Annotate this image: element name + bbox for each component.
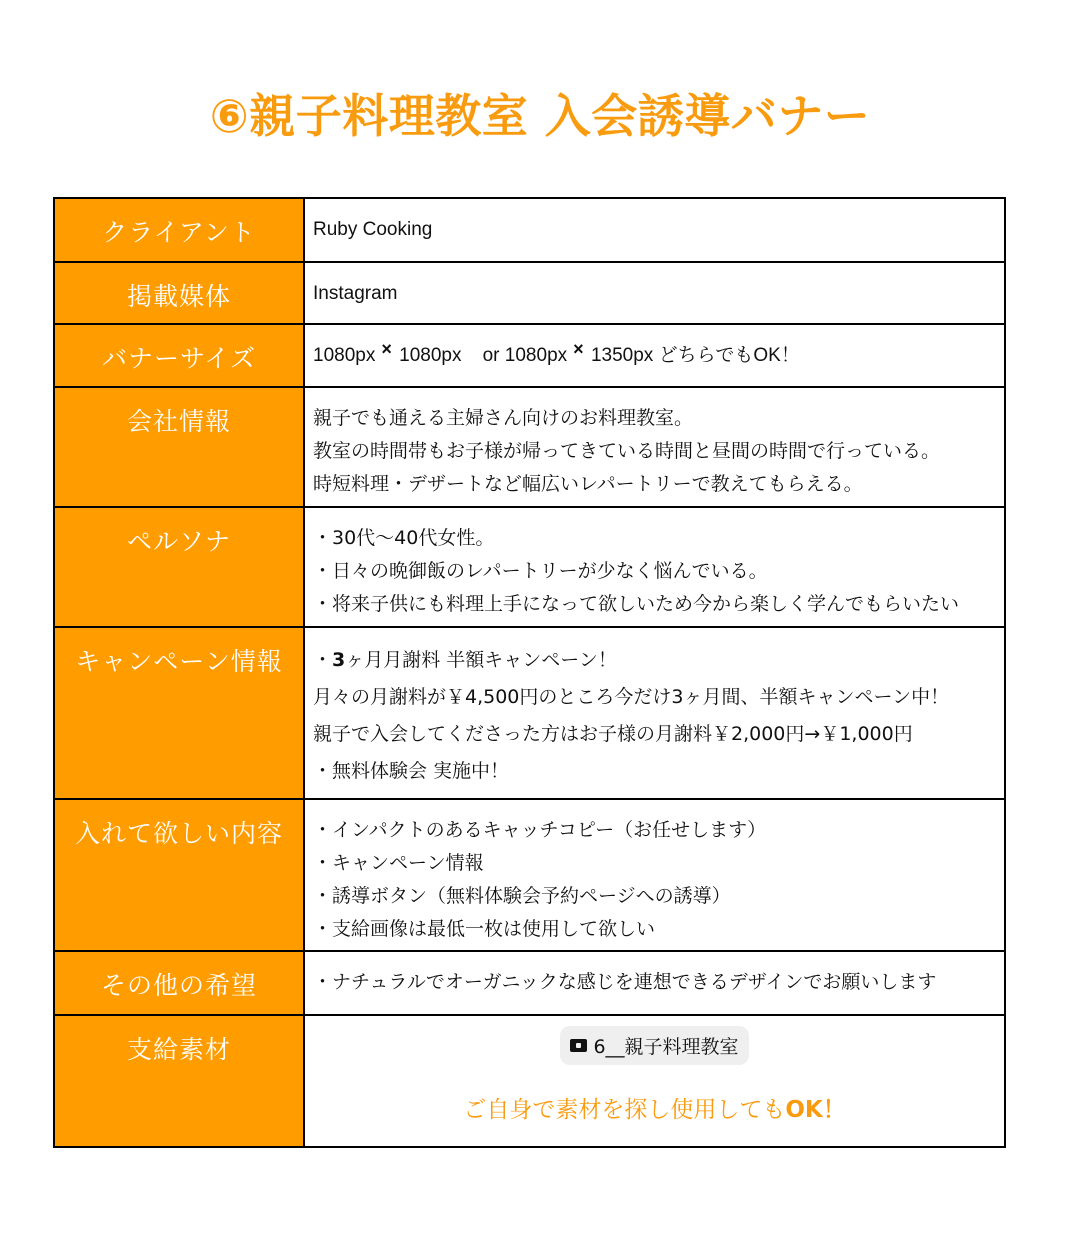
row-company	[55, 388, 1006, 508]
campaign-line: 月々の月謝料が￥4,500円のところ今だけ3ヶ月間、半額キャンペーン中！	[313, 686, 950, 708]
row-value-other	[305, 952, 1006, 1014]
campaign-line	[313, 642, 1004, 679]
campaign-months: 3	[332, 649, 346, 671]
row-size	[55, 325, 1006, 388]
row-label-size: バナーサイズ	[55, 325, 305, 386]
size-text	[313, 339, 1004, 372]
page-title: ⑥親子料理教室 入会誘導バナー	[209, 89, 871, 143]
company-line: 教室の時間帯もお子様が帰ってきている時間と昼間の時間で行っている。	[313, 440, 941, 462]
row-other	[55, 952, 1006, 1016]
content-line: ・誘導ボタン（無料体験会予約ページへの誘導）	[313, 885, 731, 907]
row-label-materials: 支給素材	[55, 1016, 305, 1146]
size-part-3: 1080px	[504, 345, 568, 366]
row-value-client	[305, 199, 1006, 261]
materials-note-ok: OK！	[785, 1097, 846, 1123]
bullet: ・	[313, 649, 333, 671]
size-or: or	[482, 345, 500, 366]
campaign-line: ・無料体験会 実施中！	[313, 760, 510, 782]
size-part-2: 1080px	[399, 345, 462, 366]
row-campaign	[55, 628, 1006, 800]
row-value-persona	[305, 508, 1006, 626]
folder-name: 6__親子料理教室	[593, 1036, 739, 1058]
content-line: ・インパクトのあるキャッチコピー（お任せします）	[313, 819, 767, 841]
row-value-company	[305, 388, 1006, 506]
company-line: 親子でも通える主婦さん向けのお料理教室。	[313, 407, 694, 429]
times-mark: ×	[573, 339, 584, 359]
company-line: 時短料理・デザートなど幅広いレパートリーで教えてもらえる。	[313, 473, 863, 495]
row-label-content: 入れて欲しい内容	[55, 800, 305, 950]
row-value-size	[305, 325, 1006, 386]
material-folder-link[interactable]	[560, 1026, 748, 1065]
row-label-client: クライアント	[55, 199, 305, 261]
row-value-materials	[305, 1016, 1006, 1146]
client-name: Ruby Cooking	[313, 219, 433, 240]
content-line: ・キャンペーン情報	[313, 852, 484, 874]
other-line: ・ナチュラルでオーガニックな感じを連想できるデザインでお願いします	[313, 971, 937, 993]
row-media	[55, 263, 1006, 325]
persona-line: ・30代〜40代女性。	[313, 527, 495, 549]
row-materials	[55, 1016, 1006, 1148]
media-name: Instagram	[313, 283, 398, 304]
row-value-media	[305, 263, 1006, 323]
row-label-persona: ペルソナ	[55, 508, 305, 626]
row-label-campaign: キャンペーン情報	[55, 628, 305, 798]
row-label-company: 会社情報	[55, 388, 305, 506]
size-part-4: 1350px	[590, 345, 654, 366]
row-label-other: その他の希望	[55, 952, 305, 1014]
persona-line: ・日々の晩御飯のレパートリーが少なく悩んでいる。	[313, 560, 768, 582]
times-mark: ×	[381, 339, 392, 359]
persona-line: ・将来子供にも料理上手になって欲しいため今から楽しく学んでもらいたい	[313, 593, 960, 615]
content-line: ・支給画像は最低一枚は使用して欲しい	[313, 918, 656, 940]
row-client	[55, 199, 1006, 263]
size-part-1: 1080px	[313, 345, 376, 366]
row-label-media: 掲載媒体	[55, 263, 305, 323]
row-persona	[55, 508, 1006, 628]
row-content	[55, 800, 1006, 952]
size-tail: どちらでもOK！	[658, 345, 800, 366]
materials-note	[305, 1091, 1004, 1124]
campaign-title: ヶ月月謝料 半額キャンペーン！	[345, 649, 617, 671]
row-value-content	[305, 800, 1006, 950]
row-value-campaign	[305, 628, 1006, 798]
materials-note-text: ご自身で素材を探し使用しても	[463, 1097, 786, 1123]
shared-folder-icon	[570, 1039, 587, 1052]
campaign-line: 親子で入会してくださった方はお子様の月謝料￥2,000円→￥1,000円	[313, 723, 913, 745]
brief-table	[53, 197, 1006, 1148]
